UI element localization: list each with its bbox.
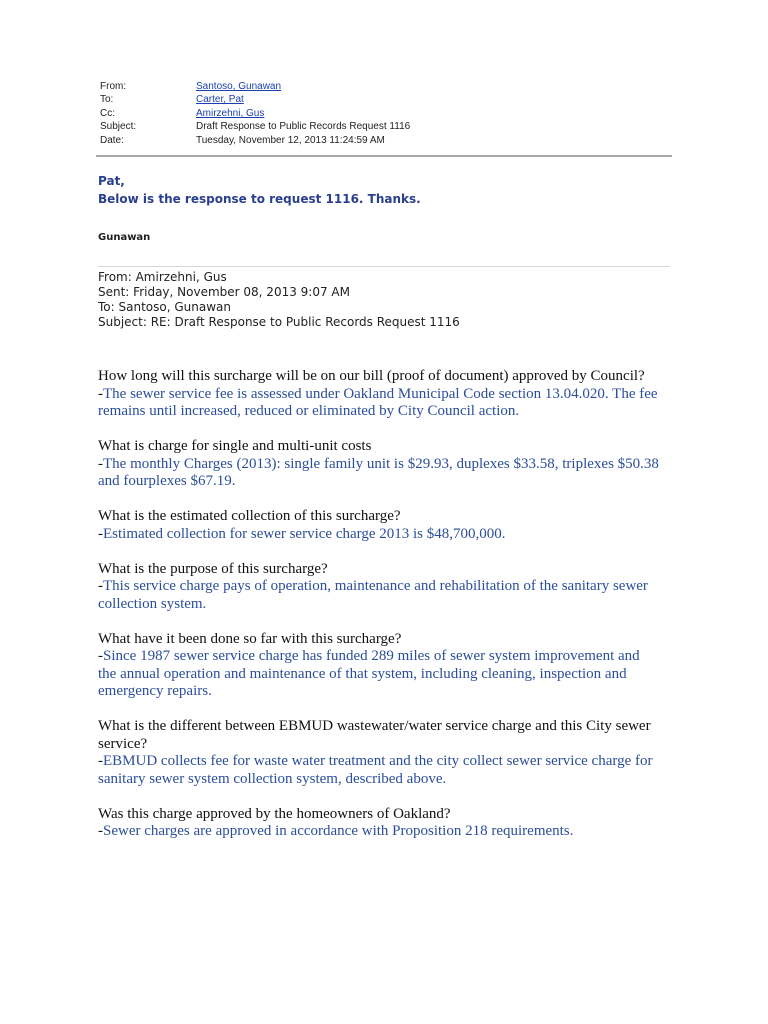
- answer-line: [98, 403, 678, 421]
- answer-line: [98, 386, 678, 404]
- question-text: What is charge for single and multi-unit costs: [98, 438, 372, 454]
- answer-prefix: -: [98, 578, 103, 594]
- qa-item: [98, 718, 678, 788]
- answer-line: [98, 526, 678, 544]
- greeting: [98, 172, 421, 208]
- forwarded-to: To: Santoso, Gunawan: [98, 300, 231, 314]
- date-label: Date:: [100, 134, 124, 146]
- forwarded-sent: Sent: Friday, November 08, 2013 9:07 AM: [98, 285, 350, 299]
- answer-line: [98, 753, 678, 771]
- answer-line: [98, 578, 678, 596]
- answer-line: [98, 473, 678, 491]
- header-divider: [96, 155, 672, 157]
- answer-text: Sewer charges are approved in accordance with Proposition 218 requirements.: [103, 823, 574, 839]
- answer-text: Since 1987 sewer service charge has funded 289 miles of sewer system improvement and: [103, 648, 640, 664]
- from-label: From:: [100, 81, 127, 92]
- question-text: What is the estimated collection of this surcharge?: [98, 508, 401, 524]
- forwarded-header: [98, 270, 460, 330]
- qa-item: [98, 368, 678, 421]
- forwarded-subject: Subject: RE: Draft Response to Public Records Request 1116: [98, 315, 460, 329]
- answer-line: [98, 596, 678, 614]
- subject-value: Draft Response to Public Records Request 1116: [196, 121, 411, 133]
- answer-prefix: -: [98, 455, 103, 472]
- question-text: Was this charge approved by the homeowners of Oakland?: [98, 805, 451, 822]
- signature: Gunawan: [98, 232, 151, 243]
- answer-text: and fourplexes $67.19.: [98, 473, 236, 489]
- question-text: service?: [98, 735, 148, 752]
- answer-text: Estimated collection for sewer service charge 2013 is $48,700,000.: [103, 525, 506, 542]
- qa-item: [98, 438, 678, 491]
- salutation: Pat,: [98, 174, 125, 188]
- answer-prefix: -: [98, 525, 103, 542]
- answer-line: [98, 683, 678, 701]
- email-header: [100, 80, 672, 147]
- header-to-row: [100, 93, 672, 106]
- answer-text: The sewer service fee is assessed under Oakland Municipal Code section 13.04.020. The fee: [103, 385, 658, 402]
- answer-line: [98, 823, 678, 841]
- question-text: What is the different between EBMUD wastewater/water service charge and this City sewer: [98, 718, 651, 734]
- answer-line: [98, 771, 678, 789]
- answer-text: remains until increased, reduced or eliminated by City Council action.: [98, 403, 520, 419]
- header-date-row: [100, 134, 672, 147]
- answer-prefix: -: [98, 823, 103, 839]
- greeting-message: Below is the response to request 1116. Thanks.: [98, 192, 421, 206]
- qa-item: [98, 806, 678, 841]
- question-text: What is the purpose of this surcharge?: [98, 560, 328, 577]
- from-link[interactable]: Santoso, Gunawan: [196, 81, 282, 92]
- cc-link[interactable]: Amirzehni, Gus: [196, 107, 265, 119]
- header-from-row: [100, 80, 672, 93]
- qa-item: [98, 631, 678, 701]
- answer-prefix: -: [98, 385, 103, 402]
- question-text: What have it been done so far with this surcharge?: [98, 630, 402, 647]
- header-subject-row: [100, 120, 672, 133]
- to-link[interactable]: Carter, Pat: [196, 94, 244, 106]
- forwarded-divider: [98, 266, 670, 267]
- header-cc-row: [100, 107, 672, 120]
- qa-body: [98, 368, 678, 858]
- answer-text: emergency repairs.: [98, 683, 212, 699]
- qa-item: [98, 561, 678, 614]
- subject-label: Subject:: [100, 121, 137, 133]
- answer-line: [98, 648, 678, 666]
- answer-line: [98, 666, 678, 684]
- question-text: How long will this surcharge will be on our bill (proof of document) approved by Council?: [98, 368, 645, 384]
- forwarded-from: From: Amirzehni, Gus: [98, 270, 227, 284]
- answer-text: collection system.: [98, 595, 207, 612]
- cc-label: Cc:: [100, 107, 115, 119]
- qa-item: [98, 508, 678, 543]
- answer-text: The monthly Charges (2013): single family unit is $29.93, duplexes $33.58, triplexes $50.38: [103, 455, 659, 472]
- answer-text: EBMUD collects fee for waste water treatment and the city collect sewer service charge for: [103, 753, 653, 769]
- date-value: Tuesday, November 12, 2013 11:24:59 AM: [196, 134, 385, 146]
- answer-text: the annual operation and maintenance of that system, including cleaning, inspection and: [98, 665, 627, 682]
- to-label: To:: [100, 94, 114, 106]
- answer-prefix: -: [98, 648, 103, 664]
- answer-text: sanitary sewer system collection system, described above.: [98, 770, 447, 787]
- answer-prefix: -: [98, 753, 103, 769]
- answer-text: This service charge pays of operation, maintenance and rehabilitation of the sanitary sewer: [103, 578, 648, 594]
- answer-line: [98, 456, 678, 474]
